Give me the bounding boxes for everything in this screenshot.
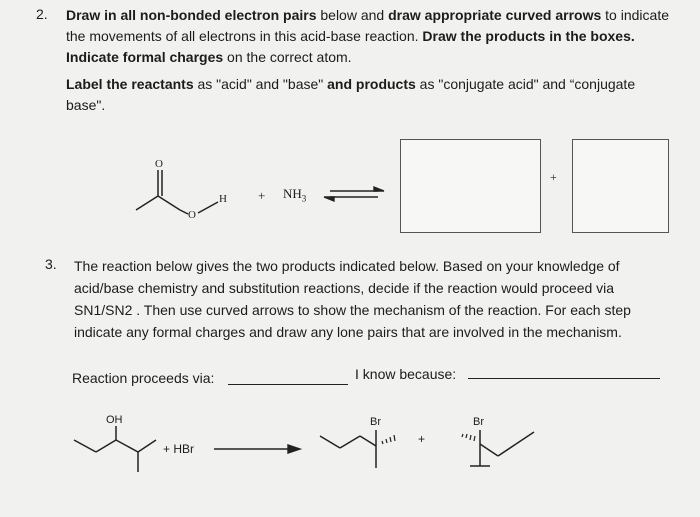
product-2-skeleton — [470, 430, 534, 466]
q2-text-2: the movements of all electrons in this acid-base reaction. — [66, 28, 423, 44]
q3-line-3: SN1/SN2 . Then use curved arrows to show the mechanism of the reaction. For each step — [74, 302, 631, 318]
q2-bold-draw-products: Draw the products in the boxes. — [422, 28, 635, 44]
hbr-reagent: + HBr — [163, 442, 195, 456]
products-plus: + — [418, 432, 426, 446]
q2-text-label-b: as "conjugate acid" and “conjugate — [415, 76, 636, 92]
know-because-label: I know because: — [355, 366, 457, 382]
q2-text-label-line2: base". — [66, 97, 106, 113]
q3-line-2: acid/base chemistry and substitution reactions, decide if the reaction would proceed via — [74, 280, 615, 296]
bromine-product-1: Br — [370, 416, 381, 428]
q2-text-1b: to indicate — [601, 7, 669, 23]
ammonia-nh: NH — [283, 186, 302, 201]
q2-bold-curved-arrows: draw appropriate curved arrows — [388, 7, 602, 23]
ammonia — [283, 186, 306, 204]
question-3-number: 3. — [45, 256, 57, 272]
product-box-2[interactable] — [572, 139, 669, 233]
ester-oxygen: O — [188, 209, 196, 221]
q2-text-3: on the correct atom. — [223, 49, 352, 65]
question-2-number: 2. — [36, 6, 48, 22]
alcohol-skeleton — [74, 426, 156, 472]
product-1-skeleton — [320, 430, 376, 468]
q2-bold-and-products: and products — [327, 76, 416, 92]
question-3-instructions — [74, 255, 698, 343]
reaction-arrow — [214, 445, 300, 453]
ammonia-subscript: 3 — [301, 193, 307, 204]
product-2-hashed-wedge — [462, 434, 475, 441]
carbonyl-oxygen: O — [155, 158, 163, 170]
q3-line-1: The reaction below gives the two products indicated below. Based on your knowledge of — [74, 258, 620, 274]
q2-bold-lone-pairs: Draw in all non-bonded electron pairs — [66, 7, 317, 23]
reactant-plus: + — [258, 188, 266, 203]
equilibrium-arrow — [324, 187, 384, 201]
product-1-hashed-wedge — [382, 435, 395, 444]
q2-bold-formal-charges: Indicate formal charges — [66, 49, 224, 65]
q2-text-label-a: as "acid" and "base" — [193, 76, 328, 92]
know-because-answer-line[interactable] — [468, 378, 660, 379]
bromine-product-2: Br — [473, 416, 484, 428]
q3-line-4: indicate any formal charges and draw any lone pairs that are involved in the mechanism. — [74, 324, 622, 340]
product-boxes-plus: + — [550, 170, 557, 184]
proceeds-via-answer-line[interactable] — [228, 384, 348, 385]
q2-text-1a: below and — [316, 7, 389, 23]
ester-skeleton — [136, 170, 218, 214]
hydrogen-atom: H — [219, 193, 227, 205]
q2-bold-label-reactants: Label the reactants — [66, 76, 194, 92]
product-box-1[interactable] — [400, 139, 541, 233]
hydroxyl-group: OH — [106, 414, 123, 426]
proceeds-via-label: Reaction proceeds via: — [72, 370, 215, 386]
